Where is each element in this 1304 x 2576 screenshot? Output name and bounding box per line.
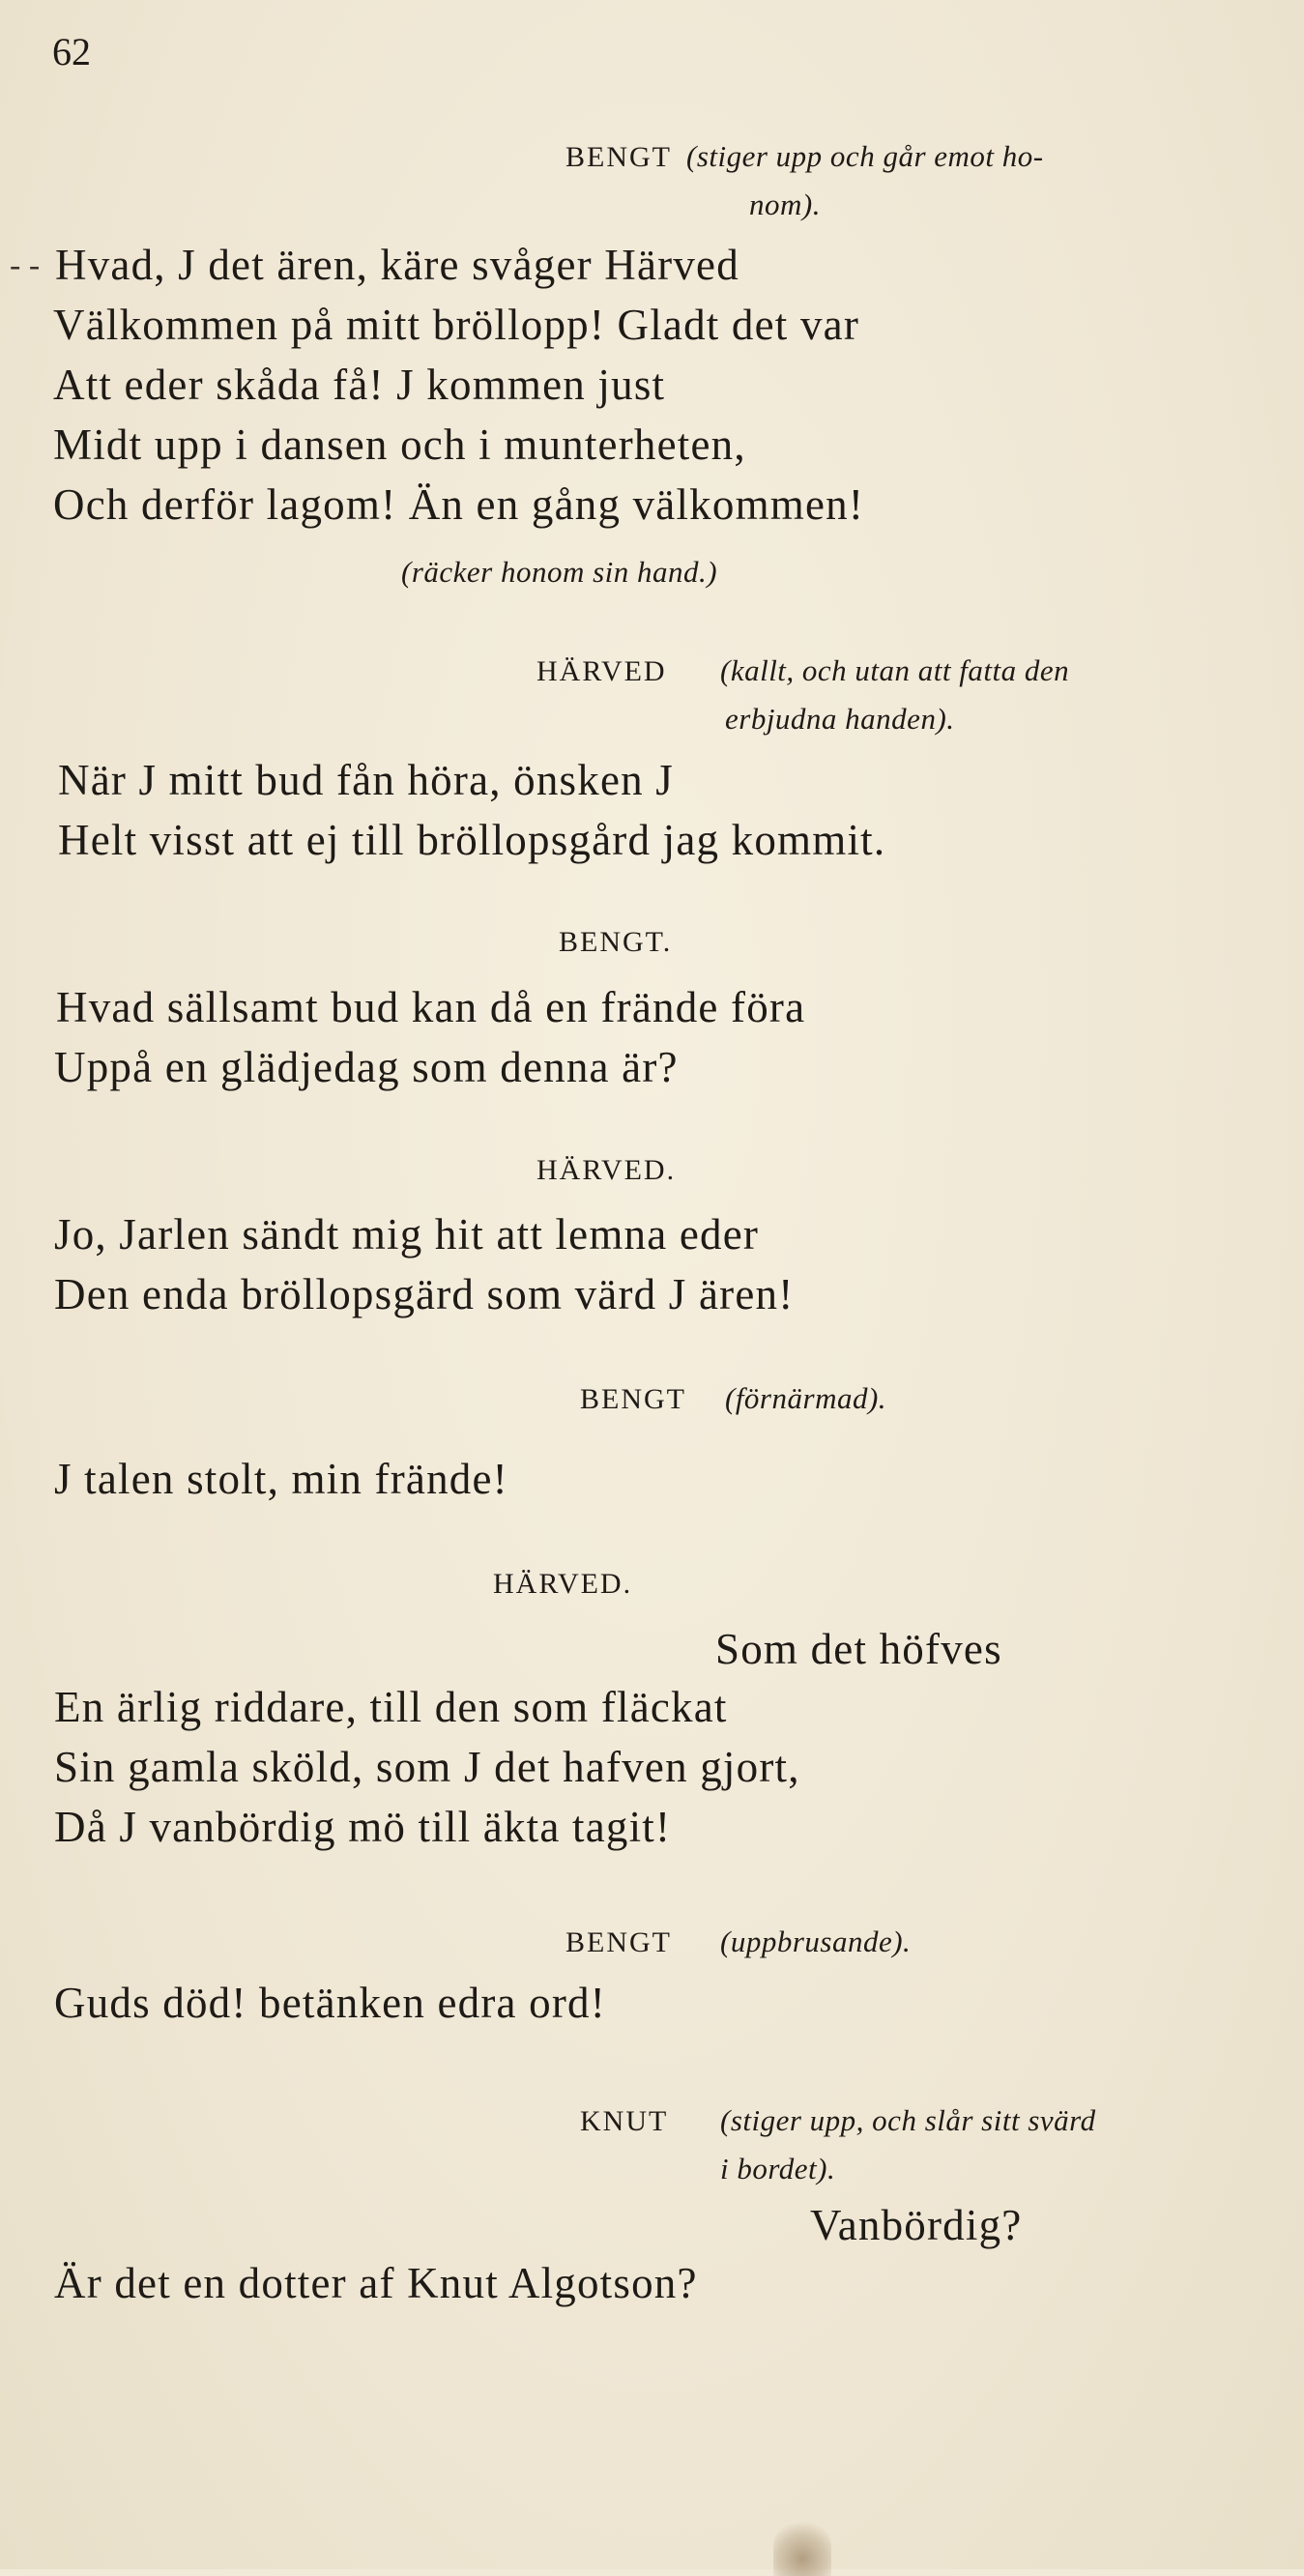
verse-line: När J mitt bud fån höra, önsken J — [58, 756, 674, 804]
speaker-bengt: BENGT. — [559, 926, 673, 958]
verse-line: Den enda bröllopsgärd som värd J ären! — [54, 1270, 795, 1318]
speaker-harved: HÄRVED — [536, 655, 667, 687]
verse-line: Midt upp i dansen och i munterheten, — [53, 420, 746, 469]
verse-line: Uppå en glädjedag som denna är? — [54, 1043, 679, 1091]
verse-line: Vanbördig? — [810, 2201, 1023, 2249]
stage-direction: (uppbrusande). — [720, 1925, 912, 1958]
stage-direction: (räcker honom sin hand.) — [401, 555, 718, 589]
verse-line: En ärlig riddare, till den som fläckat — [54, 1683, 728, 1731]
verse-line: Jo, Jarlen sändt mig hit att lemna eder — [54, 1210, 760, 1259]
verse-line: Hvad, J det ären, käre svåger Härved — [55, 241, 739, 289]
verse-line: Välkommen på mitt bröllopp! Gladt det var — [53, 301, 860, 349]
stage-direction: (förnärmad). — [725, 1381, 887, 1415]
speaker-bengt: BENGT — [580, 1383, 686, 1415]
stage-direction: i bordet). — [720, 2152, 836, 2185]
page-number: 62 — [52, 30, 91, 73]
verse-line: Hvad sällsamt bud kan då en frände föra — [56, 983, 806, 1031]
stage-direction: nom). — [749, 188, 821, 221]
verse-line: Sin gamla sköld, som J det hafven gjort, — [54, 1743, 800, 1791]
margin-mark: - - — [10, 247, 41, 283]
verse-line: Som det höfves — [715, 1625, 1002, 1673]
stage-direction: (stiger upp, och slår sitt svärd — [720, 2103, 1096, 2137]
speaker-harved: HÄRVED. — [536, 1154, 677, 1186]
verse-line: J talen stolt, min frände! — [54, 1455, 508, 1503]
speaker-harved: HÄRVED. — [493, 1568, 633, 1600]
speaker-bengt: BENGT — [565, 1926, 672, 1958]
verse-line: Att eder skåda få! J kommen just — [53, 361, 666, 409]
speaker-bengt: BENGT — [565, 141, 672, 173]
verse-line: Och derför lagom! Än en gång välkommen! — [53, 480, 865, 529]
stage-direction: (kallt, och utan att fatta den — [720, 653, 1070, 687]
verse-line: Guds död! betänken edra ord! — [54, 1979, 606, 2027]
stage-direction: (stiger upp och går emot ho- — [686, 139, 1044, 173]
page-smudge — [773, 2518, 831, 2576]
speaker-knut: KNUT — [580, 2105, 669, 2137]
verse-line: Helt visst att ej till bröllopsgård jag kommit. — [58, 816, 886, 864]
verse-line: Då J vanbördig mö till äkta tagit! — [54, 1803, 672, 1851]
verse-line: Är det en dotter af Knut Algotson? — [54, 2259, 698, 2307]
stage-direction: erbjudna handen). — [725, 702, 955, 736]
